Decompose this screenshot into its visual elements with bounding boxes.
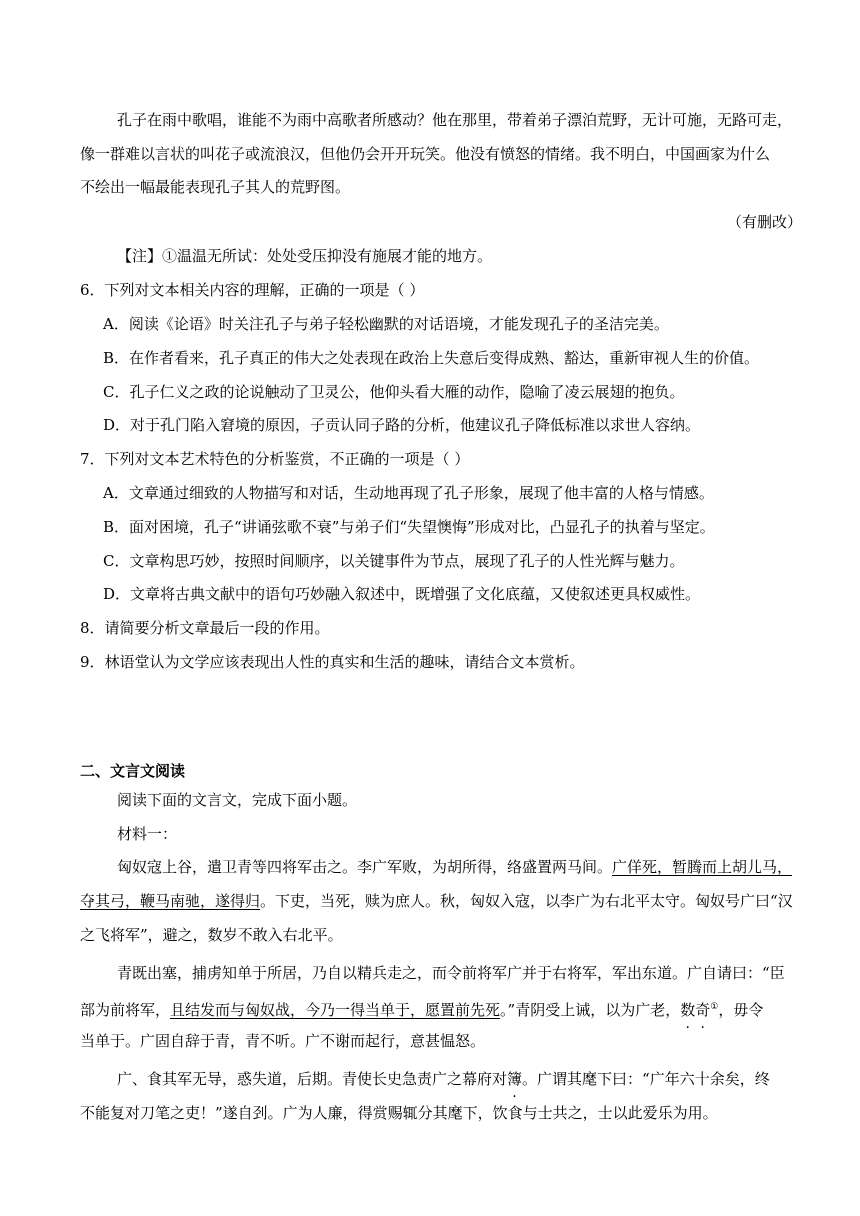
- question-7-stem: 7．下列对文本艺术特色的分析鉴赏，不正确的一项是（ ）: [80, 450, 470, 468]
- section-2-heading: 二、文言文阅读: [80, 762, 186, 780]
- question-6-stem: 6．下列对文本相关内容的理解，正确的一项是（ ）: [80, 281, 425, 299]
- text-run: ，毋令: [718, 1001, 764, 1019]
- question-6-option-b: B．在作者看来，孔子真正的伟大之处表现在政治上失意后变得成熟、豁达，重新审视人生的价值。: [103, 349, 760, 367]
- material-para-3-line-2: 不能复对刀笔之吏！”遂自刭。广为人廉，得赏赐辄分其麾下，饮食与士共之，士以此爱乐为用。: [80, 1104, 718, 1122]
- underlined-sentence: 夺其弓，鞭马南驰，遂得归: [80, 892, 261, 910]
- question-6-option-d: D．对于孔门陷入窘境的原因，子贡认同子路的分析，他建议孔子降低标准以求世人容纳。: [103, 416, 701, 434]
- passage-line-1: 孔子在雨中歌唱，谁能不为雨中高歌者所感动？他在那里，带着弟子漂泊荒野，无计可施，无路可走，: [117, 111, 793, 129]
- section-2-intro: 阅读下面的文言文，完成下面小题。: [117, 791, 358, 809]
- text-run: 。”青阴受上诫，以为广老，: [500, 1001, 681, 1019]
- text-run: 。广谓其麾下曰：“广年六十余矣，终: [522, 1070, 770, 1088]
- question-9: 9．林语堂认为文学应该表现出人性的真实和生活的趣味，请结合文本赏析。: [80, 653, 585, 671]
- underlined-sentence: 且结发而与匈奴战，今乃一得当单于，愿置前先死: [170, 1001, 501, 1019]
- question-6-option-c: C．孔子仁义之政的论说触动了卫灵公，他仰头看大雁的动作，隐喻了凌云展翅的抱负。: [103, 383, 685, 401]
- material-label: 材料一：: [117, 825, 178, 843]
- underlined-sentence: 广佯死，暂腾而上胡儿马，: [612, 858, 793, 876]
- material-para-1-line-1: [117, 851, 817, 884]
- emphasis-dot-char: 奇: [695, 1001, 711, 1019]
- annotation-note: 【注】①温温无所试：处处受压抑没有施展才能的地方。: [117, 247, 493, 265]
- question-7-option-c: C．文章构思巧妙，按照时间顺序，以关键事件为节点，展现了孔子的人性光辉与魅力。: [103, 552, 685, 570]
- footnote-marker: ①: [710, 1002, 719, 1012]
- text-run: 。下吏，当死，赎为庶人。秋，匈奴入寇，以李广为右北平太守。匈奴号广曰“汉: [260, 892, 793, 910]
- question-8: 8．请简要分析文章最后一段的作用。: [80, 619, 330, 637]
- material-para-2-line-3: 当单于。广固自辞于青，青不听。广不谢而起行，意甚愠怒。: [80, 1032, 486, 1050]
- question-6-option-a: A．阅读《论语》时关注孔子与弟子轻松幽默的对话语境，才能发现孔子的圣洁完美。: [103, 315, 669, 333]
- material-para-2-line-2: [80, 991, 780, 1027]
- passage-line-2: 像一群难以言状的叫花子或流浪汉，但他仍会开开玩笑。他没有愤怒的情绪。我不明白，中国画家为什么: [80, 145, 771, 163]
- text-run: 广、食其军无导，惑失道，后期。青使长史急责广之幕府对: [117, 1070, 508, 1088]
- material-para-1-line-2: [80, 885, 793, 918]
- text-run: 匈奴寇上谷，遣卫青等四将军击之。李广军败，为胡所得，络盛置两马间。: [117, 858, 613, 876]
- passage-line-3: 不绘出一幅最能表现孔子其人的荒野图。: [80, 178, 351, 196]
- question-7-option-b: B．面对困境，孔子“讲诵弦歌不衰”与弟子们“失望懊悔”形成对比，凸显孔子的执着与坚定。: [103, 518, 715, 536]
- emphasis-dot-char: 数: [680, 1001, 696, 1019]
- material-para-2-line-1: 青既出塞，捕虏知单于所居，乃自以精兵走之，而令前将军广并于右将军，军出东道。广自请曰：“臣: [117, 964, 785, 982]
- text-run: 部为前将军，: [80, 1001, 171, 1019]
- question-7-option-d: D．文章将古典文献中的语句巧妙融入叙述中，既增强了文化底蕴，又使叙述更具权威性。: [103, 585, 701, 603]
- question-7-option-a: A．文章通过细致的人物描写和对话，生动地再现了孔子形象，展现了他丰富的人格与情感。: [103, 484, 714, 502]
- emphasis-dot-char: 簿: [507, 1070, 523, 1088]
- source-note: （有删改）: [726, 213, 802, 231]
- material-para-1-line-3: 之飞将军”，避之，数岁不敢入右北平。: [80, 926, 343, 944]
- material-para-3-line-1: [117, 1063, 817, 1096]
